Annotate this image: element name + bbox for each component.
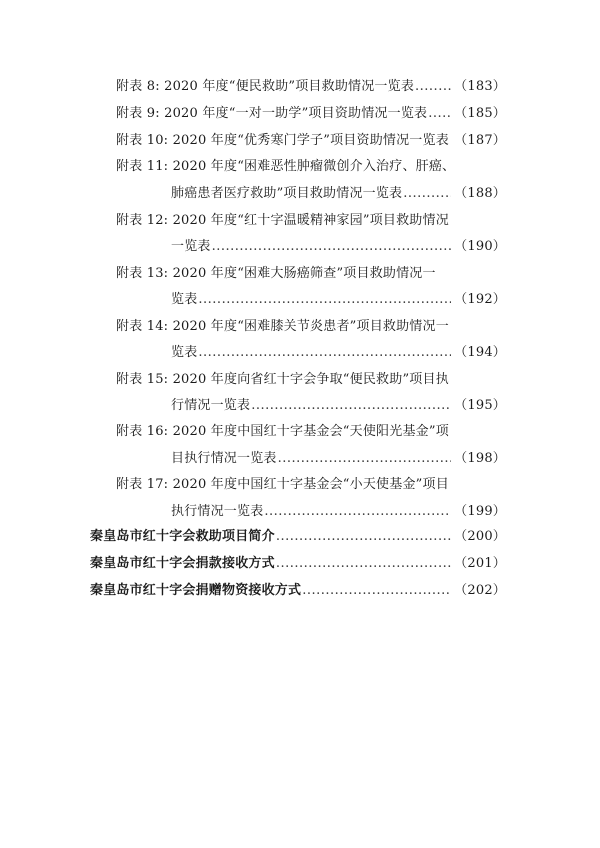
toc-entry-title: 附表 8: 2020 年度“便民救助”项目救助情况一览表 bbox=[116, 79, 415, 94]
toc-section-title: 秦皇岛市红十字会捐款接收方式 bbox=[90, 556, 275, 571]
toc-page-number: （195） bbox=[454, 398, 506, 413]
toc-section-donation-methods[interactable] bbox=[90, 555, 506, 573]
toc-entry-11-line1[interactable]: 附表 11: 2020 年度“困难恶性肿瘤微创介入治疗、肝癌、 bbox=[116, 159, 456, 174]
toc-entry-15[interactable] bbox=[171, 397, 506, 415]
dot-leader bbox=[198, 344, 451, 362]
toc-entry-title: 行情况一览表 bbox=[171, 398, 251, 413]
toc-entry-13-line1[interactable]: 附表 13: 2020 年度“困难大肠癌筛查”项目救助情况一 bbox=[116, 266, 436, 281]
toc-page-number: （188） bbox=[454, 186, 506, 201]
toc-entry-15-line1[interactable]: 附表 15: 2020 年度向省红十字会争取“便民救助”项目执 bbox=[116, 372, 449, 387]
toc-page-number: （185） bbox=[454, 106, 506, 121]
toc-page-number: （194） bbox=[454, 345, 506, 360]
dot-leader bbox=[302, 582, 451, 600]
toc-section-project-intro[interactable] bbox=[90, 528, 506, 546]
toc-page-number: （202） bbox=[454, 583, 506, 598]
toc-entry-8[interactable] bbox=[116, 78, 506, 96]
toc-page-number: （199） bbox=[454, 504, 506, 519]
toc-entry-12[interactable] bbox=[171, 238, 506, 256]
toc-page-number: （201） bbox=[454, 556, 506, 571]
dot-leader bbox=[212, 238, 452, 256]
dot-leader bbox=[278, 450, 452, 468]
toc-entry-14-line1[interactable]: 附表 14: 2020 年度“困难膝关节炎患者”项目救助情况一 bbox=[116, 319, 449, 334]
toc-entry-16-line1[interactable]: 附表 16: 2020 年度中国红十字基金会“天使阳光基金”项 bbox=[116, 424, 449, 439]
toc-entry-10[interactable] bbox=[116, 132, 506, 150]
dot-leader bbox=[450, 132, 451, 150]
toc-entry-17[interactable] bbox=[171, 503, 506, 521]
dot-leader bbox=[264, 503, 451, 521]
toc-entry-12-line1[interactable]: 附表 12: 2020 年度“红十字温暖精神家园”项目救助情况 bbox=[116, 213, 449, 228]
toc-page-number: （200） bbox=[454, 529, 506, 544]
toc-entry-17-line1[interactable]: 附表 17: 2020 年度中国红十字基金会“小天使基金”项目 bbox=[116, 477, 449, 492]
dot-leader bbox=[403, 185, 451, 203]
toc-entry-title: 目执行情况一览表 bbox=[171, 451, 277, 466]
toc-entry-14[interactable] bbox=[171, 344, 506, 362]
dot-leader bbox=[276, 555, 451, 573]
toc-entry-13[interactable] bbox=[171, 291, 506, 309]
toc-page-number: （192） bbox=[454, 292, 506, 307]
toc-section-title: 秦皇岛市红十字会捐赠物资接收方式 bbox=[90, 583, 302, 598]
toc-entry-title: 执行情况一览表 bbox=[171, 504, 264, 519]
toc-entry-title: 肺癌患者医疗救助”项目救助情况一览表 bbox=[171, 186, 403, 201]
dot-leader bbox=[415, 78, 451, 96]
dot-leader bbox=[276, 528, 451, 546]
toc-section-title: 秦皇岛市红十字会救助项目简介 bbox=[90, 529, 275, 544]
dot-leader bbox=[428, 105, 451, 123]
toc-entry-title: 附表 9: 2020 年度“一对一助学”项目资助情况一览表 bbox=[116, 106, 428, 121]
toc-section-material-donation[interactable] bbox=[90, 582, 506, 600]
toc-page-number: （190） bbox=[454, 239, 506, 254]
toc-entry-title: 览表 bbox=[171, 345, 198, 360]
toc-page-number: （198） bbox=[454, 451, 506, 466]
toc-entry-title: 览表 bbox=[171, 292, 198, 307]
dot-leader bbox=[198, 291, 451, 309]
toc-entry-9[interactable] bbox=[116, 105, 506, 123]
toc-entry-11[interactable] bbox=[171, 185, 506, 203]
toc-entry-title: 附表 10: 2020 年度“优秀寒门学子”项目资助情况一览表 bbox=[116, 133, 449, 148]
dot-leader bbox=[251, 397, 451, 415]
toc-entry-title: 一览表 bbox=[171, 239, 211, 254]
toc-page-number: （187） bbox=[454, 133, 506, 148]
toc-page-number: （183） bbox=[454, 79, 506, 94]
toc-entry-16[interactable] bbox=[171, 450, 506, 468]
